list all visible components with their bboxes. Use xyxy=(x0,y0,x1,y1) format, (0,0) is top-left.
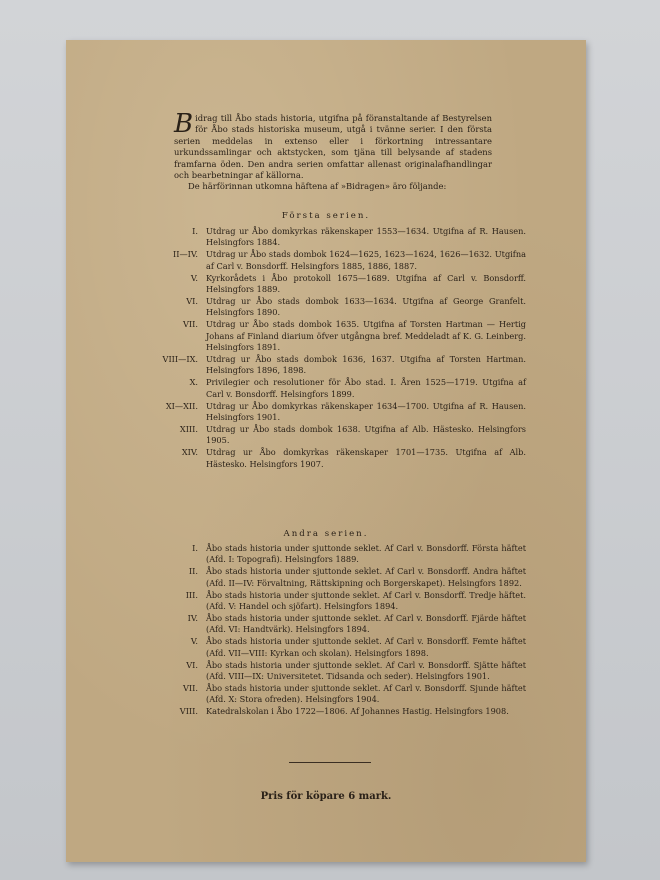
series1-list xyxy=(152,226,526,471)
list-entry xyxy=(152,424,526,447)
entry-text: Utdrag ur Åbo stads dombok 1638. Utgifna af Alb. Hästesko. Helsingfors 1905. xyxy=(206,423,526,446)
entry-number: V. xyxy=(190,272,198,283)
entry-text: Utdrag ur Åbo stads dombok 1636, 1637. Utgifna af Torsten Hartman. Helsingfors 1896, 1898. xyxy=(206,353,526,376)
entry-text: Katedralskolan i Åbo 1722—1806. Af Johannes Hastig. Helsingfors 1908. xyxy=(206,706,509,717)
entry-number: XI—XII. xyxy=(165,400,198,411)
list-entry xyxy=(152,249,526,272)
entry-text: Åbo stads historia under sjuttonde seklet. Af Carl v. Bonsdorff. Sjätte häftet (Afd. VIII—IX: Universitetet. Tidsanda och seder). Helsingfors 1901. xyxy=(206,659,526,681)
entry-number: VI. xyxy=(186,659,198,670)
series2-list xyxy=(152,543,526,718)
entry-number: VII. xyxy=(183,319,198,330)
document-page xyxy=(66,40,586,862)
entry-text: Utdrag ur Åbo stads dombok 1624—1625, 1623—1624, 1626—1632. Utgifna af Carl v. Bonsdorff. Helsingfors 1885, 1886, 1887. xyxy=(206,249,526,271)
list-entry xyxy=(152,590,526,613)
series1-heading: Första serien. xyxy=(281,211,371,221)
entry-number: VII. xyxy=(183,682,198,693)
entry-number: I. xyxy=(192,226,198,236)
list-entry xyxy=(152,401,526,424)
entry-text: Utdrag ur Åbo domkyrkas räkenskaper 1701—1735. Utgifna af Alb. Hästesko. Helsingfors 1907. xyxy=(206,447,526,469)
intro-paragraph-text: idrag till Åbo stads historia, utgifna på föranstaltande af Bestyrelsen för Åbo stads historiska museum, utgå i tvänne serier. I den första serien meddelas in extenso eller i förkortning intressantare urkundssamlingar och aktstycken, som tjäna till belysande af stadens framfarna öden. Den andra serien omfattar allenast originalafhandlingar och bearbetningar af källorna. xyxy=(174,113,492,181)
entry-text: Utdrag ur Åbo domkyrkas räkenskaper 1553—1634. Utgifna af R. Hausen. Helsingfors 1884. xyxy=(206,226,526,248)
entry-number: VIII—IX. xyxy=(162,353,198,364)
entry-number: XIII. xyxy=(179,423,198,434)
series2-heading: Andra serien. xyxy=(283,529,369,539)
entry-number: XIV. xyxy=(181,447,198,458)
entry-text: Utdrag ur Åbo domkyrkas räkenskaper 1634—1700. Utgifna af R. Hausen. Helsingfors 1901. xyxy=(206,400,526,422)
entry-text: Åbo stads historia under sjuttonde seklet. Af Carl v. Bonsdorff. Tredje häftet. (Afd. V: Handel och sjöfart). Helsingfors 1894. xyxy=(206,589,526,612)
list-entry xyxy=(152,447,526,470)
list-entry xyxy=(152,706,526,717)
intro-lead-in: De härförinnan utkomna häftena af »Bidragen» äro följande: xyxy=(188,181,447,192)
entry-number: VI. xyxy=(186,295,198,306)
entry-number: IV. xyxy=(187,612,198,623)
entry-text: Utdrag ur Åbo stads dombok 1633—1634. Utgifna af George Granfelt. Helsingfors 1890. xyxy=(206,295,526,318)
drop-cap: B xyxy=(174,109,194,139)
entry-text: Åbo stads historia under sjuttonde seklet. Af Carl v. Bonsdorff. Femte häftet (Afd. VII—VIII: Kyrkan och skolan). Helsingfors 1898. xyxy=(206,636,526,658)
entry-text: Privilegier och resolutioner för Åbo stad. I. Åren 1525—1719. Utgifna af Carl v. Bonsdorff. Helsingfors 1899. xyxy=(206,377,526,399)
list-entry xyxy=(152,683,526,706)
entry-text: Åbo stads historia under sjuttonde seklet. Af Carl v. Bonsdorff. Första häftet (Afd. I: Topografi). Helsingfors 1889. xyxy=(206,543,526,565)
divider-rule xyxy=(289,762,371,763)
entry-text: Utdrag ur Åbo stads dombok 1635. Utgifna af Torsten Hartman — Hertig Johans af Finland diarium öfver utgångna bref. Meddeladt af K. G. Leinberg. Helsingfors 1891. xyxy=(206,319,526,353)
entry-text: Åbo stads historia under sjuttonde seklet. Af Carl v. Bonsdorff. Sjunde häftet (Afd. X: Stora ofreden). Helsingfors 1904. xyxy=(206,682,526,705)
list-entry xyxy=(152,543,526,566)
list-entry xyxy=(152,566,526,589)
entry-number: III. xyxy=(185,589,198,600)
entry-number: II—IV. xyxy=(173,249,198,260)
list-entry xyxy=(152,226,526,249)
list-entry xyxy=(152,636,526,659)
price-line: Pris för köpare 6 mark. xyxy=(260,791,392,802)
entry-text: Kyrkorådets i Åbo protokoll 1675—1689. Utgifna af Carl v. Bonsdorff. Helsingfors 1889. xyxy=(206,272,526,295)
entry-number: VIII. xyxy=(179,706,198,717)
entry-number: I. xyxy=(192,543,198,553)
list-entry xyxy=(152,319,526,353)
entry-text: Åbo stads historia under sjuttonde seklet. Af Carl v. Bonsdorff. Fjärde häftet (Afd. VI: Handtvärk). Helsingfors 1894. xyxy=(206,612,526,635)
list-entry xyxy=(152,354,526,377)
list-entry xyxy=(152,377,526,400)
intro-text xyxy=(174,109,492,193)
entry-number: X. xyxy=(189,377,198,388)
list-entry xyxy=(152,613,526,636)
intro-paragraph xyxy=(174,109,492,181)
list-entry xyxy=(152,660,526,683)
entry-number: V. xyxy=(190,636,198,647)
entry-text: Åbo stads historia under sjuttonde seklet. Af Carl v. Bonsdorff. Andra häftet (Afd. II—IV: Förvaltning, Rättskipning och Borgerskapet). Helsingfors 1892. xyxy=(206,566,526,588)
list-entry xyxy=(152,273,526,296)
entry-number: II. xyxy=(188,566,198,577)
list-entry xyxy=(152,296,526,319)
